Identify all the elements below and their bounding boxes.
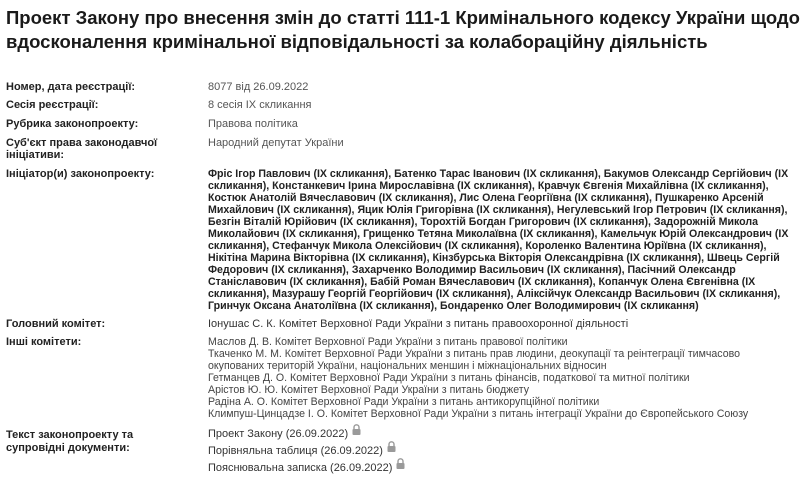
- field-main-committee: [6, 318, 800, 332]
- field-label: Номер, дата реєстрації:: [6, 81, 136, 93]
- committee-line: окупованих територій України, національних меншин і міжнаціональних відносин: [208, 360, 607, 372]
- field-label: Рубрика законопроекту:: [6, 118, 139, 130]
- committee-line: Климпуш-Цинцадзе І. О. Комітет Верховної Ради України з питань інтеграції України до Європейського Союзу: [208, 408, 749, 420]
- document-link[interactable]: Порівняльна таблиця (26.09.2022): [208, 445, 383, 457]
- document-item[interactable]: [208, 443, 798, 460]
- field-session: [6, 99, 800, 113]
- field-other-committees: [6, 336, 800, 422]
- committee-line: Ткаченко М. М. Комітет Верховної Ради України з питань прав людини, деокупації та реінтеграції тимчасово: [208, 348, 740, 360]
- field-value: Народний депутат України: [208, 137, 344, 149]
- documents-list: [208, 426, 798, 477]
- field-label: Текст законопроекту та супровідні документи:: [6, 429, 134, 454]
- lock-icon: [352, 424, 361, 441]
- document-link[interactable]: Проект Закону (26.09.2022): [208, 428, 349, 440]
- field-label: Сесія реєстрації:: [6, 99, 99, 111]
- field-documents: [6, 429, 800, 482]
- committee-line: Радіна А. О. Комітет Верховної Ради України з питань антикорупційної політики: [208, 396, 600, 408]
- field-subject: [6, 137, 800, 163]
- field-label: Інші комітети:: [6, 336, 82, 348]
- field-label: Головний комітет:: [6, 318, 106, 330]
- field-value: Правова політика: [208, 118, 298, 130]
- field-rubric: [6, 118, 800, 132]
- committee-line: Гетманцев Д. О. Комітет Верховної Ради України з питань фінансів, податкової та митної політики: [208, 372, 690, 384]
- document-link[interactable]: Пояснювальна записка (26.09.2022): [208, 462, 393, 474]
- initiators-list: Фріс Ігор Павлович (IX скликання), Батенко Тарас Іванович (IX скликання), Бакумов Олександр Сергійович (IX скликання), Констанкевич Ірина Мирославівна (IX скликання), Кравчук Євгенія Михайлівна (IX скликання), Костюк Анатолій Вячеславович (IX скликання), Лис Олена Георгіївна (IX скликання), Пушкаренко Арсеній Михайлович (IX скликання), Яцик Юлія Григорівна (IX скликання), Негулевський Ігор Петрович (IX скликання), Безгін Віталій Юрійович (IX скликання), Торохтій Богдан Григорович (IX скликання), Задорожній Микола Миколайович (IX скликання), Грищенко Тетяна Миколаївна (IX скликання), Камельчук Юрій Олександрович (IX скликання), Стефанчук Микола Олексійович (IX скликання), Короленко Валентина Юріївна (IX скликання), Нікітіна Марина Вікторівна (IX скликання), Кінзбурська Вікторія Олександрівна (IX скликання), Швець Сергій Федорович (IX скликання), Захарченко Володимир Васильович (IX скликання), Пасічний Олександр Станіславович (IX скликання), Бабій Роман Вячеславович (IX скликання), Копанчук Олена Євгенівна (IX скликання), Мазурашу Георгій Георгійович (IX скликання), Аліксійчук Олександр Васильович (IX скликання), Гринчук Оксана Анатоліївна (IX скликання), Бондаренко Олег Володимирович (IX скликання): [208, 168, 789, 312]
- main-committee-value: Іонушас С. К. Комітет Верховної Ради України з питань правоохоронної діяльності: [208, 318, 629, 330]
- document-item[interactable]: [208, 426, 798, 443]
- committee-line: Маслов Д. В. Комітет Верховної Ради України з питань правової політики: [208, 336, 568, 348]
- field-label: Ініціатор(и) законопроекту:: [6, 168, 155, 180]
- field-value: 8 сесія IX скликання: [208, 99, 312, 111]
- committee-line: Арістов Ю. Ю. Комітет Верховної Ради України з питань бюджету: [208, 384, 530, 396]
- page-title: Проект Закону про внесення змін до статті 111-1 Кримінального кодексу України щодо вдосконалення кримінальної відповідальності за колабораційну діяльність: [6, 7, 800, 52]
- field-initiators: [6, 168, 800, 314]
- other-committees-list: [208, 336, 798, 420]
- field-label: Суб'єкт права законодавчої ініціативи:: [6, 137, 158, 161]
- lock-icon: [387, 441, 396, 458]
- field-value: 8077 від 26.09.2022: [208, 81, 309, 93]
- document-item[interactable]: [208, 460, 798, 477]
- field-number: [6, 81, 800, 95]
- lock-icon: [396, 458, 405, 475]
